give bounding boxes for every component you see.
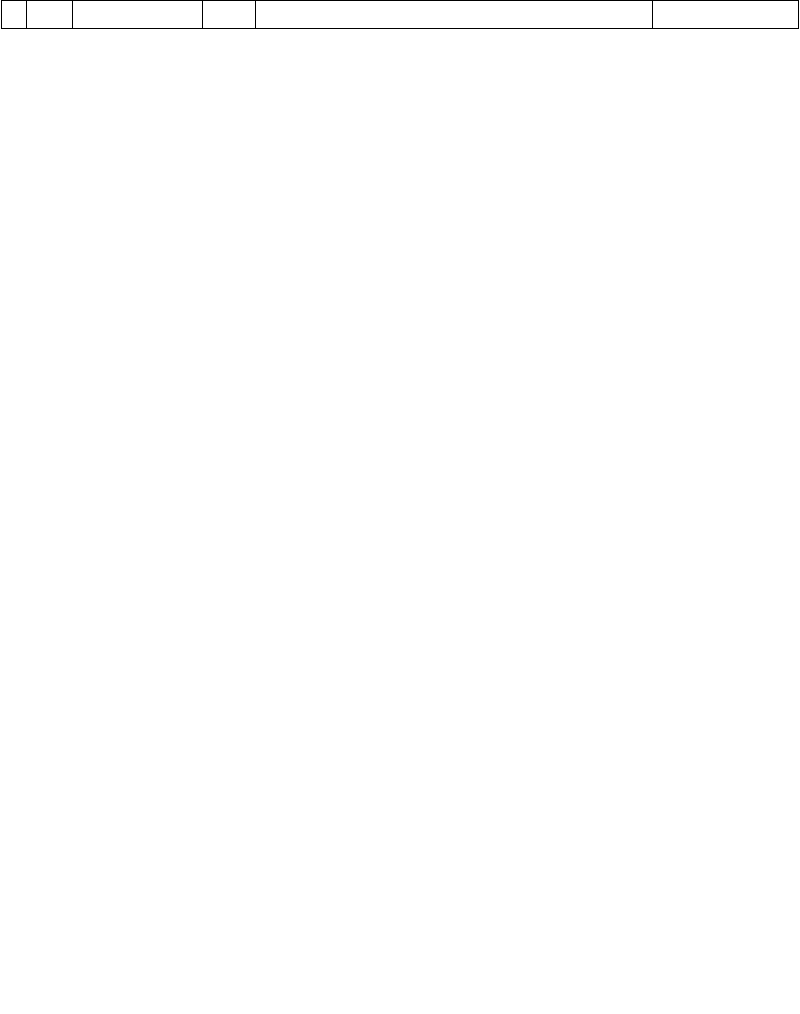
- header-tt: [2, 1, 27, 29]
- header-school: [27, 1, 73, 29]
- header-major: [73, 1, 203, 29]
- header-row: [2, 1, 799, 29]
- header-code: [203, 1, 256, 29]
- header-criteria-group: [256, 1, 653, 29]
- header-note: [653, 1, 799, 29]
- admissions-table: [1, 0, 799, 29]
